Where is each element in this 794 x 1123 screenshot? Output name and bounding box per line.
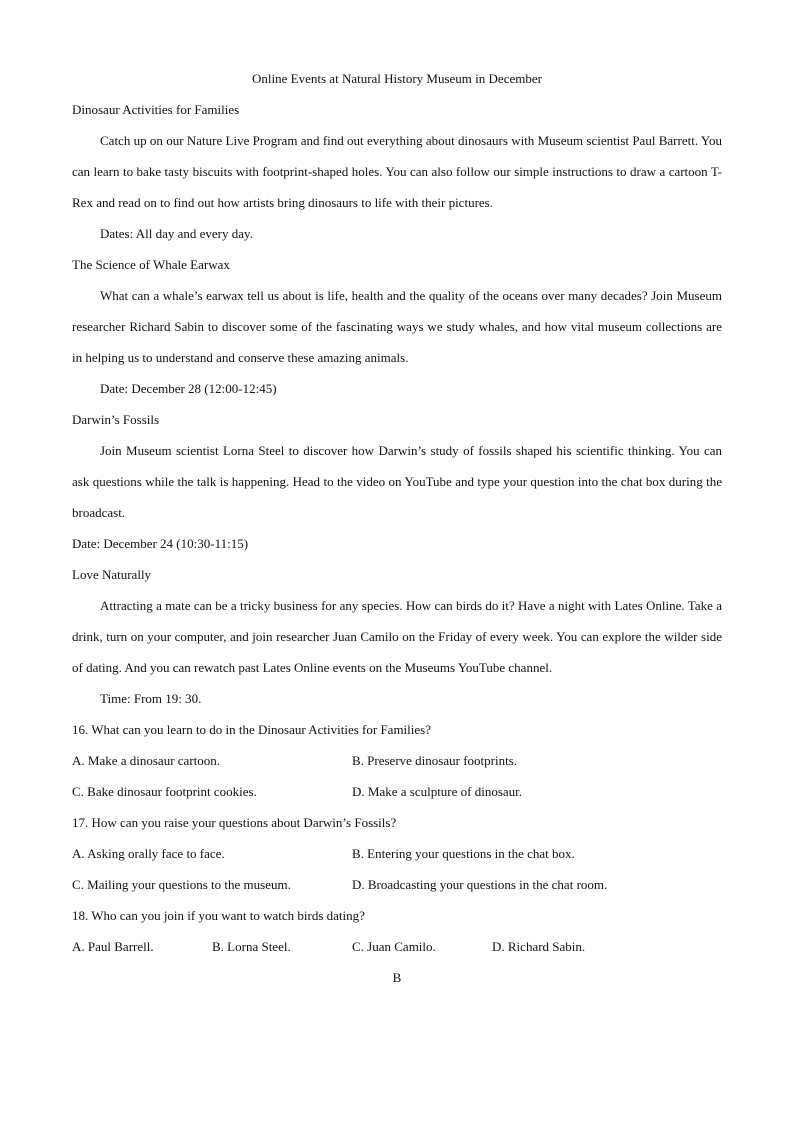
option-16-a: A. Make a dinosaur cartoon. — [72, 753, 221, 768]
section-heading-love: Love Naturally — [72, 567, 152, 582]
section-date-love: Time: From 19: 30. — [100, 691, 202, 706]
option-16-c: C. Bake dinosaur footprint cookies. — [72, 784, 257, 799]
question-17-options-row-2 — [72, 869, 722, 900]
section-body-dinosaur: Catch up on our Nature Live Program and find out everything about dinosaurs with Museum scientist Paul Barrett. You can learn to bake tasty biscuits with footprint-shaped holes. You can also follow our simple instructions to draw a cartoon T-Rex and read on to find out how artists bring dinosaurs to life with their pictures. — [72, 133, 722, 210]
question-18-options-row — [72, 931, 722, 962]
option-17-d: D. Broadcasting your questions in the chat room. — [352, 877, 608, 892]
document-page — [72, 63, 722, 993]
document-title: Online Events at Natural History Museum in December — [252, 71, 542, 86]
option-16-b: B. Preserve dinosaur footprints. — [352, 753, 518, 768]
question-17: 17. How can you raise your questions about Darwin’s Fossils? — [72, 815, 397, 830]
section-date-whale: Date: December 28 (12:00-12:45) — [100, 381, 277, 396]
section-date-dinosaur: Dates: All day and every day. — [100, 226, 253, 241]
option-18-a: A. Paul Barrell. — [72, 939, 154, 954]
question-16-options-row-2 — [72, 776, 722, 807]
section-heading-whale: The Science of Whale Earwax — [72, 257, 230, 272]
section-date-darwin: Date: December 24 (10:30-11:15) — [72, 536, 249, 551]
option-18-b: B. Lorna Steel. — [212, 939, 291, 954]
section-body-whale: What can a whale’s earwax tell us about is life, health and the quality of the oceans over many decades? Join Museum researcher Richard Sabin to discover some of the fascinating ways we study whales, and how vital museum collections are in helping us to understand and conserve these amazing animals. — [72, 288, 722, 365]
option-16-d: D. Make a sculpture of dinosaur. — [352, 784, 523, 799]
question-16: 16. What can you learn to do in the Dinosaur Activities for Families? — [72, 722, 431, 737]
question-16-options-row-1 — [72, 745, 722, 776]
section-marker: B — [392, 970, 402, 985]
option-17-b: B. Entering your questions in the chat box. — [352, 846, 575, 861]
option-17-a: A. Asking orally face to face. — [72, 846, 225, 861]
section-heading-darwin: Darwin’s Fossils — [72, 412, 160, 427]
section-body-love: Attracting a mate can be a tricky business for any species. How can birds do it? Have a night with Lates Online. Take a drink, turn on your computer, and join researcher Juan Camilo on the Friday of every week. You can explore the wilder side of dating. And you can rewatch past Lates Online events on the Museums YouTube channel. — [72, 598, 722, 675]
option-18-d: D. Richard Sabin. — [492, 939, 586, 954]
section-body-darwin: Join Museum scientist Lorna Steel to discover how Darwin’s study of fossils shaped his scientific thinking. You can ask questions while the talk is happening. Head to the video on YouTube and type your question into the chat box during the broadcast. — [72, 443, 722, 520]
section-heading-dinosaur: Dinosaur Activities for Families — [72, 102, 240, 117]
option-18-c: C. Juan Camilo. — [352, 939, 436, 954]
option-17-c: C. Mailing your questions to the museum. — [72, 877, 291, 892]
question-18: 18. Who can you join if you want to watch birds dating? — [72, 908, 365, 923]
question-17-options-row-1 — [72, 838, 722, 869]
